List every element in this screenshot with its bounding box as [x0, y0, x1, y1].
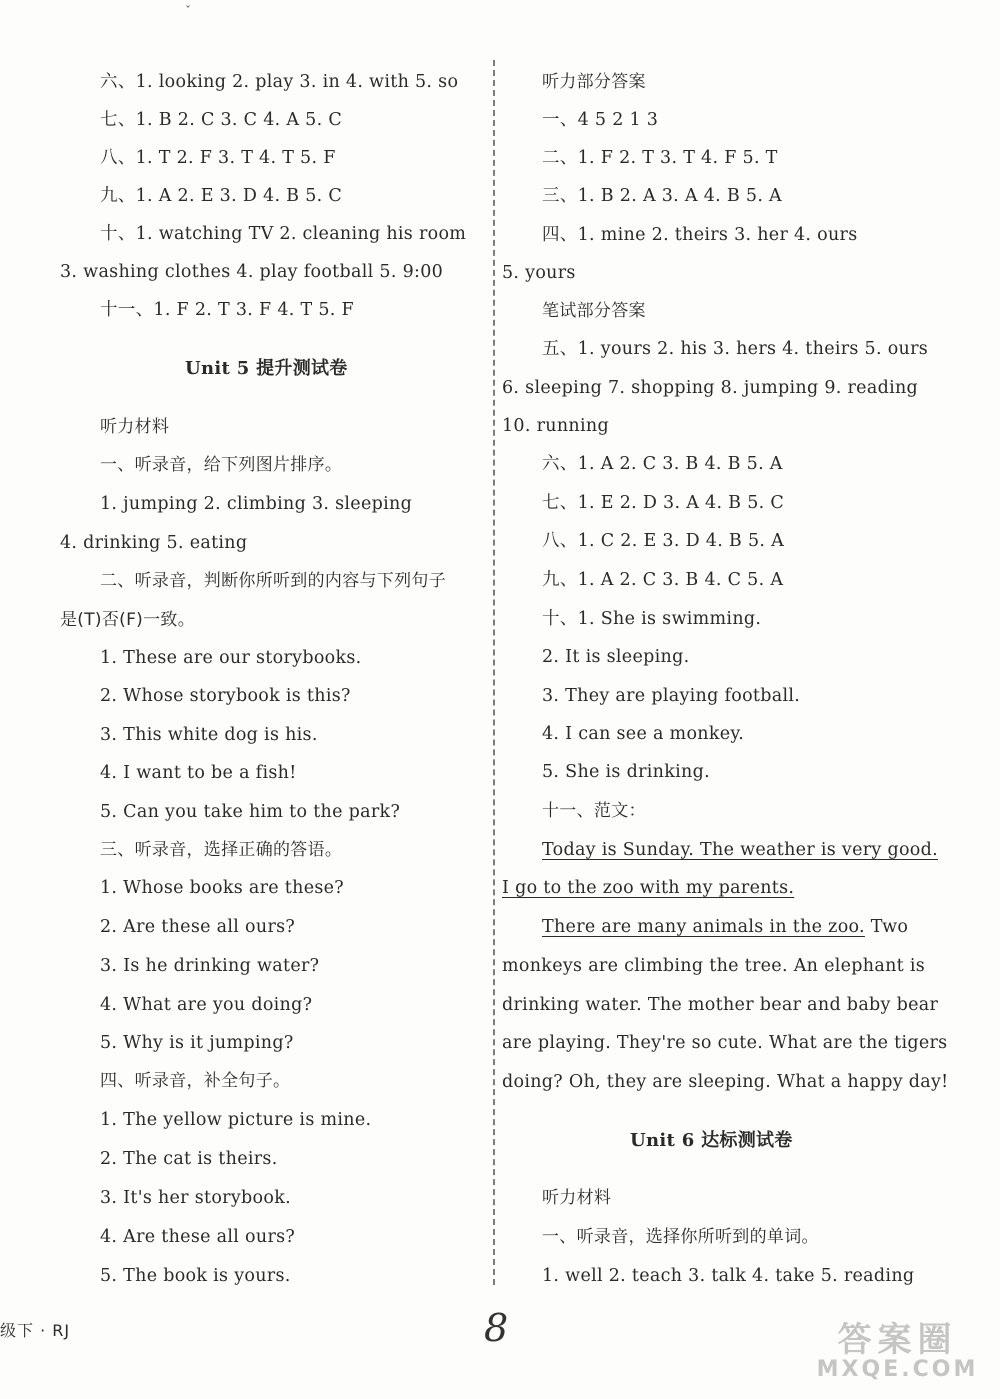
left-line: 1. These are our storybooks. [100, 648, 362, 668]
left-line: Unit 5 提升测试卷 [185, 358, 348, 379]
left-line: 4. Are these all ours? [100, 1227, 296, 1247]
right-line: I go to the zoo with my parents. [502, 878, 795, 898]
left-line: 1. The yellow picture is mine. [100, 1110, 372, 1130]
right-line: 听力材料 [542, 1188, 612, 1208]
column-divider [493, 60, 495, 1285]
left-line: 一、听录音，给下列图片排序。 [100, 455, 343, 475]
left-line: 2. The cat is theirs. [100, 1149, 278, 1169]
left-line: 3. It's her storybook. [100, 1188, 291, 1208]
watermark-logo [810, 1312, 985, 1392]
left-line: 2. Are these all ours? [100, 917, 296, 937]
right-line: 二、1. F 2. T 3. T 4. F 5. T [542, 148, 778, 168]
left-line: 4. What are you doing? [100, 995, 313, 1015]
right-line: 听力部分答案 [542, 72, 646, 92]
right-line: 一、听录音，选择你所听到的单词。 [542, 1227, 819, 1247]
watermark-text: 答案圈 [837, 1320, 958, 1360]
right-line: 3. They are playing football. [542, 686, 801, 706]
left-line: 听力材料 [100, 417, 170, 437]
right-line: 四、1. mine 2. theirs 3. her 4. ours [542, 225, 858, 245]
left-line: 3. washing clothes 4. play football 5. 9:00 [60, 262, 444, 282]
left-line: 四、听录音，补全句子。 [100, 1071, 291, 1091]
right-line: 五、1. yours 2. his 3. hers 4. theirs 5. ours [542, 339, 929, 359]
right-line: 三、1. B 2. A 3. A 4. B 5. A [542, 186, 782, 206]
right-line: 5. yours [502, 263, 576, 283]
right-line: 十一、范文： [542, 801, 646, 821]
right-line: 七、1. E 2. D 3. A 4. B 5. C [542, 493, 785, 513]
left-line: 六、1. looking 2. play 3. in 4. with 5. so [100, 72, 459, 92]
right-line: 笔试部分答案 [542, 301, 646, 321]
left-line: 5. Why is it jumping? [100, 1033, 294, 1053]
right-line: 八、1. C 2. E 3. D 4. B 5. A [542, 531, 785, 551]
right-line: 6. sleeping 7. shopping 8. jumping 9. reading [502, 378, 919, 398]
underlined-text: There are many animals in the zoo. [542, 917, 865, 937]
plain-text: Two [864, 917, 909, 937]
left-line: 九、1. A 2. E 3. D 4. B 5. C [100, 186, 343, 206]
right-line: 5. She is drinking. [542, 762, 710, 782]
left-line: 5. The book is yours. [100, 1266, 291, 1286]
right-line: 十、1. She is swimming. [542, 609, 762, 629]
right-line: Unit 6 达标测试卷 [630, 1130, 793, 1151]
left-line: 1. jumping 2. climbing 3. sleeping [100, 494, 413, 514]
right-line: 2. It is sleeping. [542, 647, 690, 667]
page-number: 8 [484, 1306, 509, 1350]
left-line: 4. I want to be a fish! [100, 763, 297, 783]
right-line: Today is Sunday. The weather is very good. [542, 840, 938, 860]
grade-footer: 级下 · RJ [0, 1321, 71, 1340]
left-line: 二、听录音，判断你所听到的内容与下列句子 [100, 571, 446, 591]
left-line: 4. drinking 5. eating [60, 533, 248, 553]
right-line [542, 915, 908, 939]
left-line: 3. Is he drinking water? [100, 956, 320, 976]
right-line: 九、1. A 2. C 3. B 4. C 5. A [542, 570, 784, 590]
left-line: 十、1. watching TV 2. cleaning his room [100, 224, 467, 244]
right-line: monkeys are climbing the tree. An elephant is [502, 956, 926, 976]
left-line: 是(T)否(F)一致。 [60, 610, 195, 630]
right-line: 一、4 5 2 1 3 [542, 110, 659, 130]
left-line: 5. Can you take him to the park? [100, 802, 401, 822]
right-line: 1. well 2. teach 3. talk 4. take 5. reading [542, 1266, 915, 1286]
right-line: 10. running [502, 416, 609, 436]
scan-mark: ˇ [185, 4, 191, 18]
left-line: 八、1. T 2. F 3. T 4. T 5. F [100, 148, 336, 168]
left-line: 2. Whose storybook is this? [100, 686, 351, 706]
right-line: 六、1. A 2. C 3. B 4. B 5. A [542, 454, 783, 474]
left-line: 三、听录音，选择正确的答语。 [100, 840, 343, 860]
right-line: are playing. They're so cute. What are the tigers [502, 1033, 948, 1053]
left-line: 1. Whose books are these? [100, 878, 344, 898]
left-line: 七、1. B 2. C 3. C 4. A 5. C [100, 110, 343, 130]
right-line: 4. I can see a monkey. [542, 724, 745, 744]
left-line: 十一、1. F 2. T 3. F 4. T 5. F [100, 300, 354, 320]
watermark-url: MXQE.COM [816, 1357, 979, 1382]
left-line: 3. This white dog is his. [100, 725, 318, 745]
right-line: drinking water. The mother bear and baby bear [502, 995, 939, 1015]
right-line: doing? Oh, they are sleeping. What a happy day! [502, 1072, 949, 1092]
